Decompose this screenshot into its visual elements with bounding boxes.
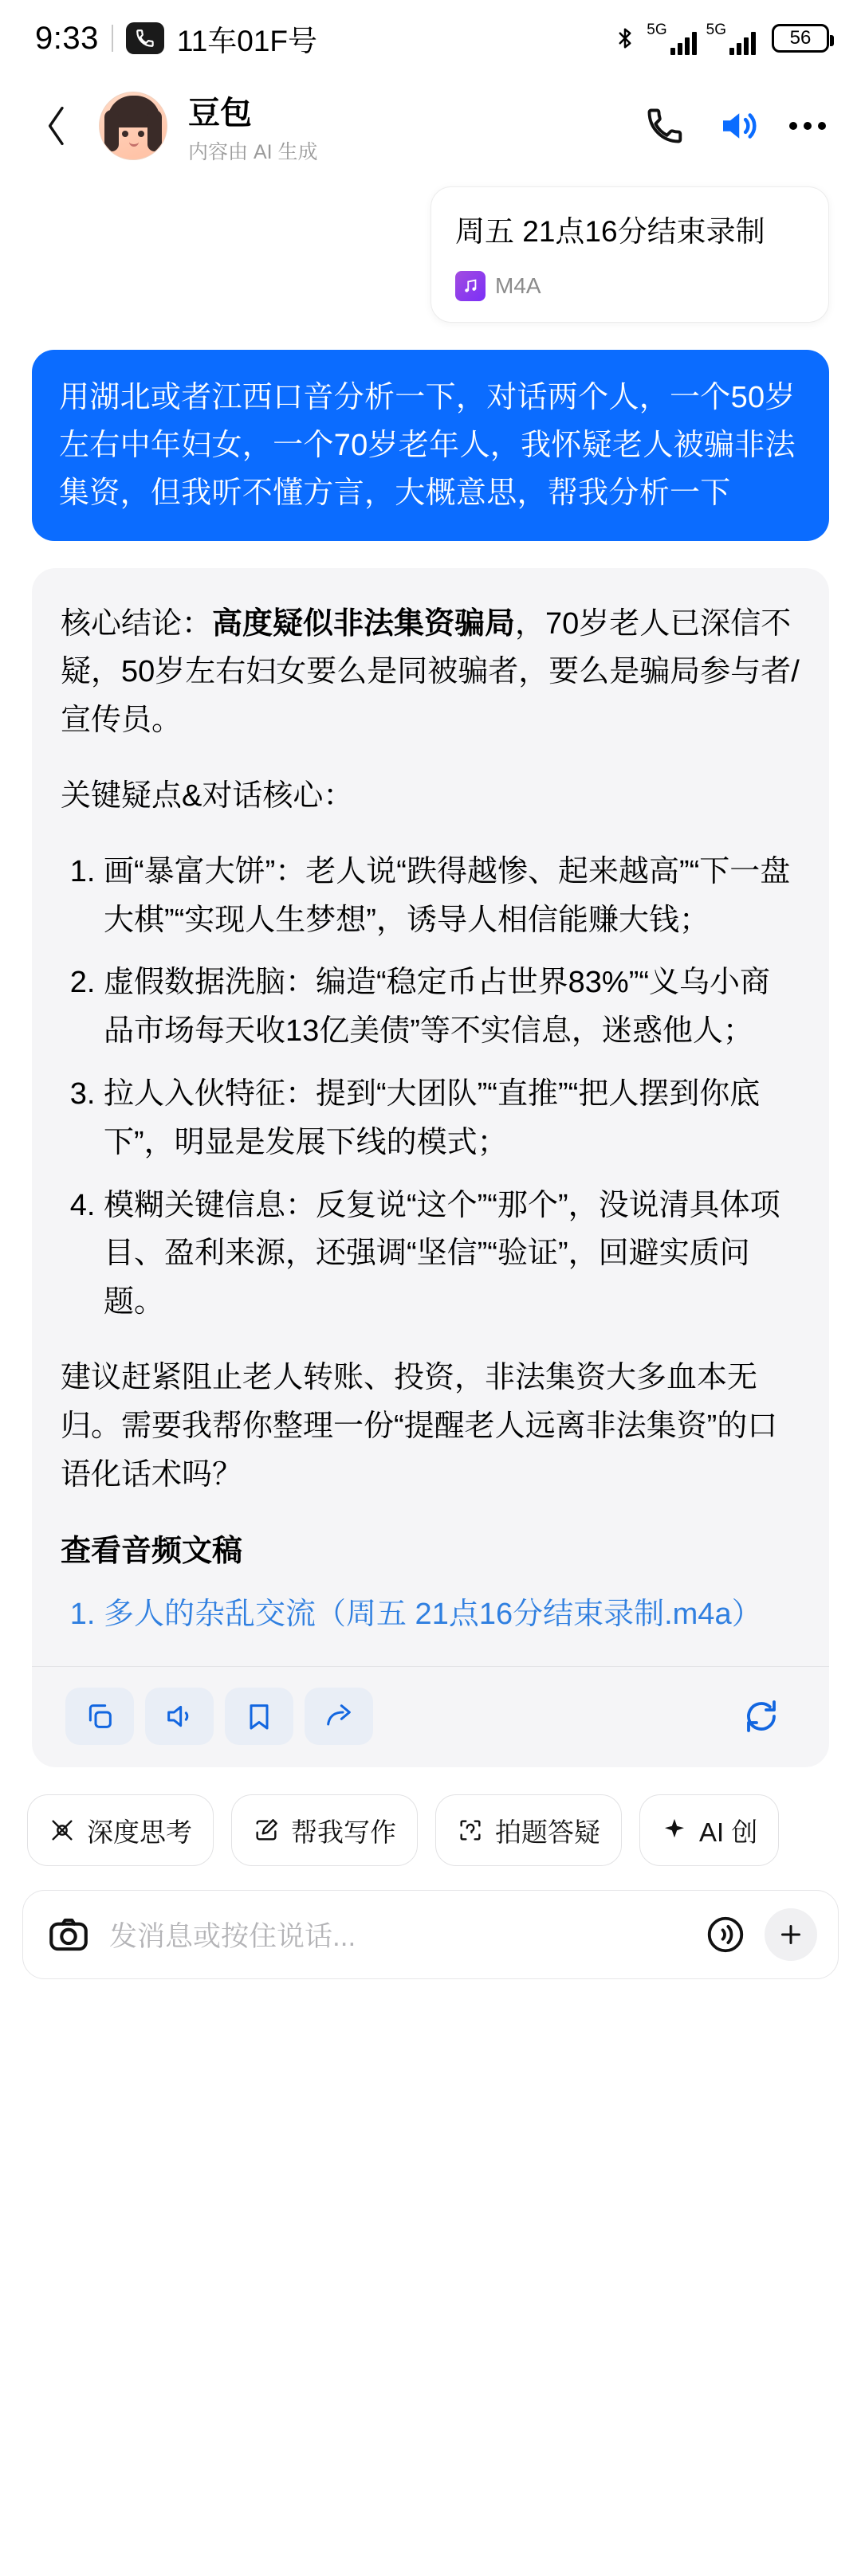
status-bar — [0, 0, 861, 76]
back-icon[interactable] — [35, 104, 78, 147]
chip-label: AI 创 — [699, 1817, 758, 1847]
audio-message-card[interactable] — [431, 186, 829, 323]
battery-level: 56 — [789, 27, 812, 49]
camera-icon[interactable] — [45, 1911, 92, 1958]
chip-label: 深度思考 — [87, 1817, 192, 1847]
assistant-answer-card — [32, 568, 829, 1768]
transcript-link[interactable]: 1. 多人的杂乱交流（周五 21点16分结束录制.m4a） — [104, 1590, 800, 1639]
battery-icon — [772, 24, 829, 53]
signal-icon-1: 5G — [647, 22, 696, 55]
speaker-icon[interactable] — [716, 104, 759, 147]
answer-conclusion — [61, 600, 800, 745]
conclusion-rest: ，70岁老人已深信不疑，50岁左右妇女要么是同被骗者，要么是骗局参与者/宣传员。 — [61, 606, 800, 738]
app-header — [0, 76, 861, 175]
page-title: 豆包 — [188, 95, 252, 131]
transcript-heading: 查看音频文稿 — [61, 1535, 243, 1569]
answer-toolbar — [32, 1666, 829, 1767]
bookmark-icon[interactable] — [225, 1688, 293, 1745]
conclusion-bold: 高度疑似非法集资骗局 — [212, 606, 516, 641]
message-input-placeholder[interactable]: 发消息或按住说话... — [109, 1921, 356, 1953]
suggestion-chips — [0, 1767, 861, 1866]
scan-icon — [457, 1817, 484, 1844]
status-carrier: 11车01F号 — [176, 25, 318, 57]
avatar[interactable] — [99, 92, 167, 160]
phone-card-icon — [126, 22, 164, 54]
copy-icon[interactable] — [65, 1688, 134, 1745]
answer-points-list — [61, 848, 800, 1327]
list-item: 3. 拉人入伙特征：提到“大团队”“直推”“把人摆到你底下”，明显是发展下线的模式； — [104, 1070, 800, 1167]
refresh-icon[interactable] — [727, 1688, 796, 1745]
chip-ai-create[interactable] — [639, 1794, 779, 1866]
more-icon[interactable] — [789, 122, 826, 130]
audio-file-type: M4A — [495, 272, 541, 298]
chip-label: 拍题答疑 — [495, 1817, 600, 1847]
pencil-icon — [253, 1817, 280, 1844]
status-divider — [112, 25, 113, 52]
audio-file-icon — [455, 271, 486, 301]
share-icon[interactable] — [305, 1688, 373, 1745]
status-bar-left — [35, 17, 317, 60]
header-actions — [644, 104, 826, 147]
user-message-bubble: 用湖北或者江西口音分析一下，对话两个人，一个50岁左右中年妇女，一个70岁老年人，我怀疑老人被骗非法集资，但我听不懂方言，大概意思，帮我分析一下 — [32, 350, 829, 541]
list-item: 2. 虚假数据洗脑：编造“稳定币占世界83%”“义乌小商品市场每天收13亿美债”等不实信息，迷惑他人； — [104, 959, 800, 1056]
list-item: 4. 模糊关键信息：反复说“这个”“那个”，没说清具体项目、盈利来源，还强调“坚信”“验证”，回避实质问题。 — [104, 1182, 800, 1327]
status-time: 9:33 — [35, 20, 99, 56]
chip-label: 帮我写作 — [291, 1817, 396, 1847]
chip-photo-qa[interactable] — [435, 1794, 622, 1866]
status-bar-right — [613, 22, 829, 55]
header-titles — [188, 88, 623, 165]
chat-thread — [0, 175, 861, 1767]
transcript-links — [61, 1590, 800, 1639]
call-icon[interactable] — [644, 105, 686, 147]
header-subtitle: 内容由 AI 生成 — [188, 140, 318, 163]
speak-icon[interactable] — [145, 1688, 214, 1745]
audio-message-row — [32, 186, 829, 323]
chip-writing[interactable] — [231, 1794, 418, 1866]
answer-advice: 建议赶紧阻止老人转账、投资，非法集资大多血本无归。需要我帮你整理一份“提醒老人远离非法集资”的口语化话术吗？ — [61, 1360, 778, 1492]
list-item: 1. 画“暴富大饼”：老人说“跌得越惨、起来越高”“下一盘大棋”“实现人生梦想”，诱导人相信能赚大钱； — [104, 848, 800, 945]
signal-icon-2: 5G — [706, 22, 756, 55]
answer-toolbar-left — [65, 1688, 373, 1745]
voice-icon[interactable] — [704, 1913, 747, 1956]
message-input-bar[interactable] — [22, 1890, 839, 1979]
bluetooth-icon — [613, 24, 637, 53]
audio-title: 周五 21点16分结束录制 — [455, 215, 765, 248]
sparkle-icon — [661, 1817, 688, 1844]
conclusion-label: 核心结论： — [61, 606, 213, 641]
chip-deep-thinking[interactable] — [27, 1794, 214, 1866]
brain-icon — [49, 1817, 76, 1844]
points-heading: 关键疑点&对话核心： — [61, 779, 354, 814]
plus-icon[interactable] — [765, 1908, 817, 1961]
audio-meta — [455, 271, 804, 301]
